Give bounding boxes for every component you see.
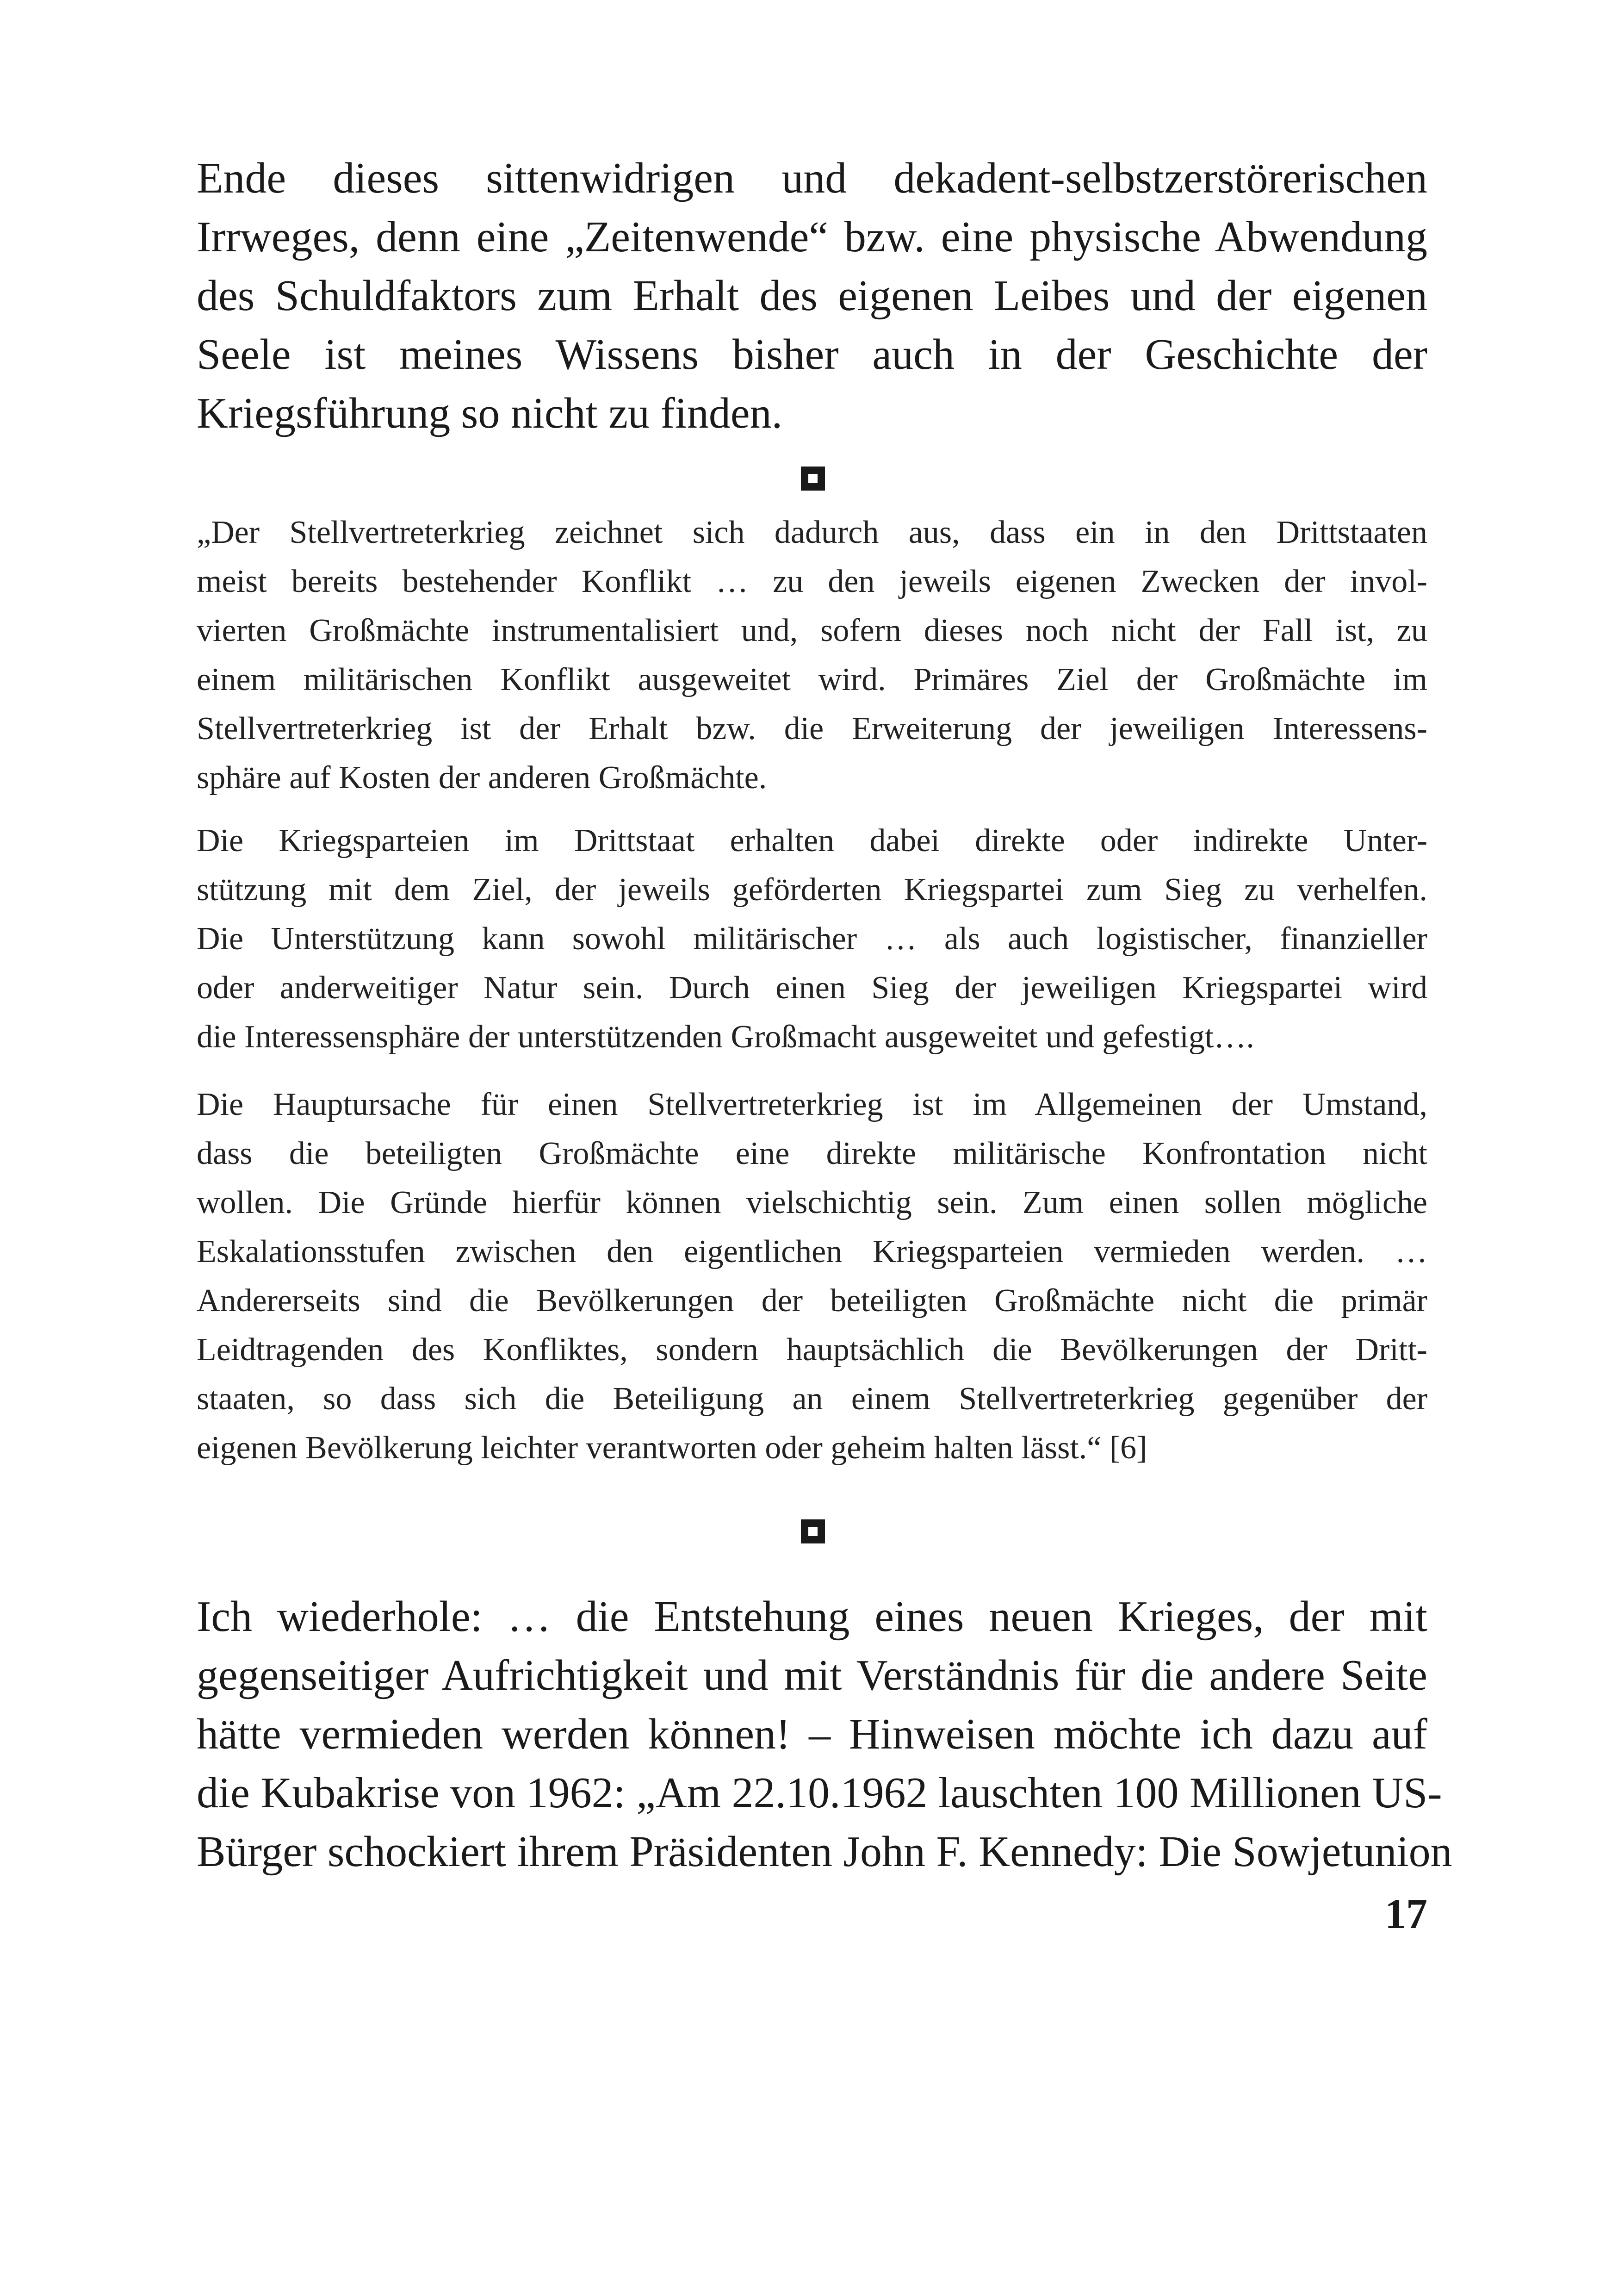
text-line: dass die beteiligten Großmächte eine direkte militärische Konfrontation nicht (197, 1136, 1427, 1171)
text-line: Die Hauptursache für einen Stellvertreterkrieg ist im Allgemeinen der Umstand, (197, 1087, 1427, 1122)
text-line: eigenen Bevölkerung leichter verantworten oder geheim halten lässt.“ [6] (197, 1430, 1147, 1466)
text-line: Stellvertreterkrieg ist der Erhalt bzw. die Erweiterung der jeweiligen Interessens- (197, 711, 1427, 747)
text-line: oder anderweitiger Natur sein. Durch einen Sieg der jeweiligen Kriegspartei wird (197, 970, 1427, 1006)
page-number: 17 (1385, 1890, 1427, 1937)
text-line: Ich wiederhole: … die Entstehung eines neuen Krieges, der mit (197, 1593, 1427, 1641)
text-line: Die Kriegsparteien im Drittstaat erhalten dabei direkte oder indirekte Unter- (197, 823, 1427, 859)
text-line: Ende dieses sittenwidrigen und dekadent-selbstzerstörerischen (197, 154, 1427, 202)
text-line: sphäre auf Kosten der anderen Großmächte. (197, 760, 767, 796)
text-line: Die Unterstützung kann sowohl militärischer … als auch logistischer, finanzieller (197, 921, 1427, 957)
text-line: vierten Großmächte instrumentalisiert und, sofern dieses noch nicht der Fall ist, zu (197, 613, 1427, 648)
text-line: Bürger schockiert ihrem Präsidenten John F. Kennedy: Die Sowjetunion (197, 1828, 1452, 1876)
paragraph-bottom (197, 1587, 1452, 1881)
text-line: die Kubakrise von 1962: „Am 22.10.1962 lauschten 100 Millionen US- (197, 1769, 1442, 1817)
text-line: stützung mit dem Ziel, der jeweils geförderten Kriegspartei zum Sieg zu verhelfen. (197, 872, 1427, 908)
text-line: Andererseits sind die Bevölkerungen der beteiligten Großmächte nicht die primär (197, 1283, 1427, 1319)
text-line: Leidtragenden des Konfliktes, sondern hauptsächlich die Bevölkerungen der Dritt- (197, 1332, 1427, 1368)
text-line: des Schuldfaktors zum Erhalt des eigenen Leibes und der eigenen (197, 272, 1427, 320)
text-line: wollen. Die Gründe hierfür können vielschichtig sein. Zum einen sollen mögliche (197, 1185, 1427, 1220)
text-line: einem militärischen Konflikt ausgeweitet wird. Primäres Ziel der Großmächte im (197, 662, 1427, 697)
text-line: „Der Stellvertreterkrieg zeichnet sich dadurch aus, dass ein in den Drittstaaten (197, 515, 1427, 550)
quote-paragraph-2 (197, 816, 1427, 1062)
text-line: die Interessensphäre der unterstützenden Großmacht ausgeweitet und gefestigt…. (197, 1019, 1254, 1055)
paragraph-top (197, 149, 1427, 443)
quote-paragraph-1 (197, 508, 1427, 803)
text-line: Eskalationsstufen zwischen den eigentlichen Kriegsparteien vermieden werden. … (197, 1234, 1427, 1269)
text-line: meist bereits bestehender Konflikt … zu den jeweils eigenen Zwecken der invol- (197, 564, 1427, 599)
text-line: hätte vermieden werden können! – Hinweisen möchte ich dazu auf (197, 1710, 1427, 1758)
text-line: Kriegsführung so nicht zu finden. (197, 389, 783, 437)
square-ornament-icon (801, 1519, 825, 1543)
text-line: staaten, so dass sich die Beteiligung an einem Stellvertreterkrieg gegenüber der (197, 1381, 1427, 1417)
text-line: gegenseitiger Aufrichtigkeit und mit Verständnis für die andere Seite (197, 1651, 1427, 1699)
text-line: Irrweges, denn eine „Zeitenwende“ bzw. eine physische Abwendung (197, 213, 1427, 261)
text-line: Seele ist meines Wissens bisher auch in der Geschichte der (197, 330, 1427, 379)
quote-paragraph-3 (197, 1080, 1427, 1473)
square-ornament-icon (801, 467, 825, 491)
